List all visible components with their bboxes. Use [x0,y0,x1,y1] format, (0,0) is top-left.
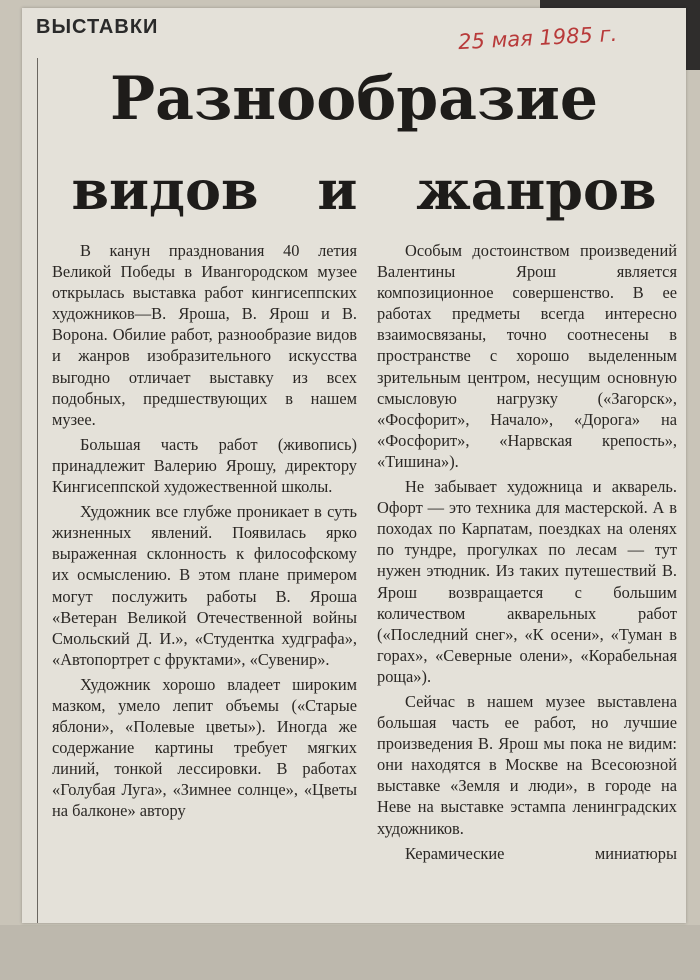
newspaper-clipping [22,8,686,923]
handwritten-date: 25 мая 1985 г. [457,21,618,55]
paragraph: Большая часть работ (живопись) принадлежит Валерию Ярошу, директору Кингисеппской художественной школы. [52,434,357,497]
backdrop-surface [0,925,700,980]
paragraph: Не забывает художница и акварель. Офорт — это техника для мастерской. А в походах по Карпатам, поездках на оленях по тундре, прогулках по лесам — тут нужен этюдник. Из таких путешествий В. Ярош возвращается с большим количеством акварельных работ («Последний снег», «К осени», «Туман в горах», «Северные олени», «Корабельная роща»). [377,477,677,686]
paragraph: Особым достоинством произведений Валентины Ярош является композиционное совершенство. В ее работах предметы всегда интересно взаимосвязаны, точно соотнесены в пространстве с хорошо выделенным зрительным центром, несущим основную смысловую нагрузку («Загорск», «Фосфорит», Начало», «Дорога» на «Фосфорит», «Нарвская крепость», «Тишина»). [377,241,677,471]
headline-line-1: Разнообразие [109,64,599,134]
paragraph: Керамические миниатюры [405,843,677,863]
paragraph: Художник все глубже проникает в суть жизненных явлений. Появилась ярко выраженная склонность к философскому их осмыслению. В этом плане примером могут послужить работы В. Яроша «Ветеран Великой Отечественной войны Смольский Д. И.», «Студентка худграфа», «Автопортрет с фруктами», «Сувенир». [52,502,357,669]
section-rubric: ВЫСТАВКИ [36,16,159,38]
article-column-left [52,240,357,822]
paragraph: В канун празднования 40 летия Великой Победы в Ивангородском музее открылась выставка работ кингисеппских художников—В. Яроша, В. Ярош и В. Ворона. Обилие работ, разнообразие видов и жанров изобразительного искусства выгодно отличает выставку из всех подобных, предшествующих в нашем музее. [52,241,357,429]
article-column-right [377,240,677,864]
paragraph: Сейчас в нашем музее выставлена большая часть ее работ, но лучшие произведения В. Ярош мы пока не видим: они находятся в Москве на Всесоюзной выставке «Земля и люди», в городе на Неве на выставке эстампа ленинградских художников. [377,691,677,838]
headline-line-2: видов и жанров [71,158,657,222]
column-rule [37,58,38,923]
paragraph: Художник хорошо владеет широким мазком, умело лепит объемы («Старые яблони», «Полевые цветы»). Иногда же содержание картины требует мягких линий, тонкой лессировки. В работах «Голубая Луга», «Зимнее солнце», «Цветы на балконе» автору [52,674,357,821]
